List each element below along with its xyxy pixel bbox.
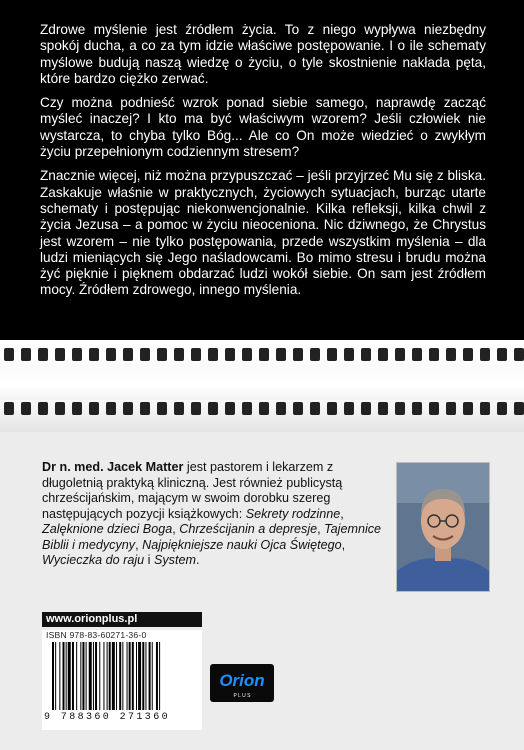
book-title: Wycieczka do raju [42,553,145,567]
perforation-hole [106,402,116,415]
perforation-hole [446,402,456,415]
blurb-paragraph-1: Zdrowe myślenie jest źródłem życia. To z niego wypływa niezbędny spokój ducha, a co za tym idzie właściwe postępowanie. I o ile schematy myślowe budują naszą wiedzę o życiu, o tyle skostnienie nakłada pęta, które bardzo ciężko zerwać. [40,22,486,86]
perforation-hole [378,348,388,361]
perforation-hole [208,348,218,361]
top-perforation-row [0,348,524,362]
top-black-panel [0,0,524,340]
perforation-hole [21,402,31,415]
book-title: Sekrety rodzinne [245,506,341,521]
perforation-hole [412,348,422,361]
perforation-hole [106,348,116,361]
perforation-hole [429,402,439,415]
perforation-hole [242,348,252,361]
perforation-hole [310,348,320,361]
perforation-hole [174,402,184,415]
perforation-hole [361,402,371,415]
blurb-paragraph-2: Czy można podnieść wzrok ponad siebie samego, naprawdę zacząć myśleć inaczej? I kto ma być właściwym wzorem? Jeśli człowiek nie wystarcza, to chyba tylko Bóg... Ale co On może wiedzieć o zwykłym życiu przepełnionym codziennym stresem? [40,95,486,160]
logo-wordmark: Orion [219,671,265,690]
perforation-hole [157,402,167,415]
perforation-hole [497,348,507,361]
publisher-logo [210,664,274,702]
book-title: Tajemnice Biblii i medycyny [42,522,382,552]
perforation-hole [361,348,371,361]
perforation-hole [327,402,337,415]
isbn-number: ISBN 978-83-60271-36-0 [46,630,147,640]
perforation-hole [310,402,320,415]
barcode-icon [46,642,198,712]
blurb-paragraph-3: Znacznie więcej, niż można przypuszczać – jeśli przyjrzeć Mu się z bliska. Zaskakuje właśnie w praktycznych, życiowych sytuacjach, burząc utarte schematy i postępując niekonwencjonalnie. Kilka refleksji, kilka chwil z życia Jezusa – a pomoc w życiu nieoceniona. Nic dziwnego, że Chrystus jest wzorem – nie tylko postępowania, przede wszystkim myślenia – dla ludzi mieniących się Jego naśladowcami. Bo mimo stresu i brudu można żyć pięknie i pięknem obdarzać ludzi wokół siebie. On sam jest źródłem mocy. Źródłem zdrowego, innego myślenia. [40,168,486,298]
perforation-hole [191,402,201,415]
perforation-hole [276,348,286,361]
book-title: Najpiękniejsze nauki Ojca Świętego [142,537,342,552]
perforation-hole [89,402,99,415]
perforation-hole [395,402,405,415]
book-title: Zalęknione dzieci Boga [42,522,173,536]
perforation-hole [140,348,150,361]
perforation-hole [72,402,82,415]
perforation-hole [429,348,439,361]
bio-separator: , [340,506,344,521]
perforation-hole [276,402,286,415]
bio-separator: , [317,522,325,536]
bio-separator: , [172,522,180,536]
perforation-hole [412,402,422,415]
bio-text: jest pastorem i lekarzem z długoletnią praktyką kliniczną. Jest również publicystą chrześcijańskim, mającym w swoim dorobku szereg następujących pozycji książkowych: [42,460,343,521]
perforation-hole [480,348,490,361]
perforation-hole [327,348,337,361]
book-title: System [153,553,196,567]
perforation-hole [225,402,235,415]
perforation-hole [293,402,303,415]
perforation-hole [38,402,48,415]
perforation-hole [514,348,524,361]
perforation-hole [191,348,201,361]
perforation-hole [21,348,31,361]
perforation-hole [140,402,150,415]
perforation-hole [480,402,490,415]
perforation-hole [242,402,252,415]
perforation-hole [344,402,354,415]
author-photo [396,462,490,592]
perforation-hole [497,402,507,415]
perforation-hole [395,348,405,361]
perforation-hole [225,348,235,361]
bottom-perforation-row [0,402,524,416]
perforation-hole [208,402,218,415]
perforation-hole [123,348,133,361]
perforation-hole [72,348,82,361]
bio-separator: , [135,537,143,552]
perforation-hole [55,348,65,361]
author-name: Dr n. med. Jacek Matter [42,460,184,474]
perforation-hole [293,348,303,361]
back-cover-blurb [40,22,486,307]
book-title: Chrześcijanin a depresje [179,522,318,536]
perforation-hole [378,402,388,415]
bio-end: . [195,553,200,567]
perforation-hole [157,348,167,361]
film-strip-band [0,340,524,432]
perforation-hole [174,348,184,361]
author-bio [42,460,382,569]
bio-separator: i [144,553,154,567]
publisher-website: www.orionplus.pl [42,612,202,627]
perforation-hole [89,348,99,361]
perforation-hole [4,402,14,415]
perforation-hole [463,402,473,415]
perforation-hole [446,348,456,361]
perforation-hole [344,348,354,361]
bio-separator: , [341,537,346,552]
perforation-hole [123,402,133,415]
perforation-hole [514,402,524,415]
logo-subtitle: P L U S [233,693,251,699]
film-strip-surface [0,364,524,400]
perforation-hole [259,348,269,361]
barcode-label [42,630,202,730]
perforation-hole [55,402,65,415]
perforation-hole [259,402,269,415]
perforation-hole [38,348,48,361]
perforation-hole [463,348,473,361]
barcode-digits: 9 788360 271360 [44,712,171,723]
perforation-hole [4,348,14,361]
